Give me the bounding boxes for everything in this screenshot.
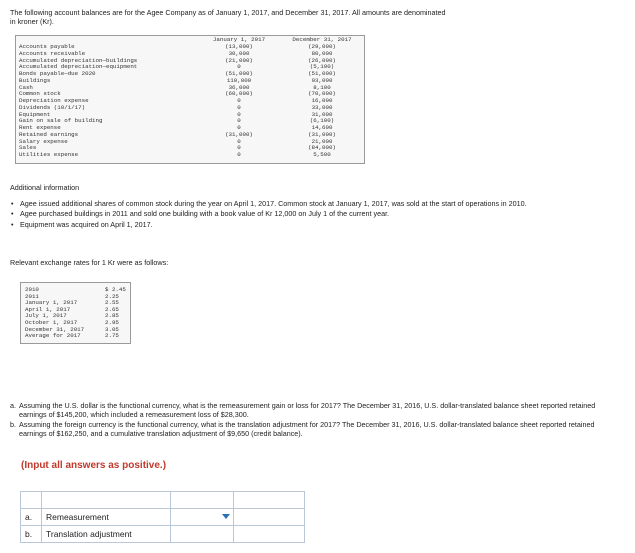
rate-value: 2.85 [105, 312, 119, 320]
question-a-text: Assuming the U.S. dollar is the functional currency, what is the remeasurement gain or loss for 2017? The December 31, 2016, U.S. dollar-translated balance sheet reported retained earnings of $145,200, which included a remeasurement loss of $28,300. [19, 401, 596, 420]
jan-balance: 0 [237, 63, 241, 71]
translation-amount-input[interactable] [234, 526, 305, 543]
question-b-label: b. [10, 419, 16, 429]
table-row [21, 509, 305, 526]
dec-balance: (26,000) [308, 56, 336, 64]
rate-date: October 1, 2017 [25, 318, 78, 326]
jan-balance: 0 [237, 137, 241, 145]
gain-loss-dropdown[interactable] [171, 509, 234, 526]
dec-balance: 31,000 [311, 110, 333, 118]
jan-balance: 0 [237, 110, 241, 118]
input-instruction: (Input all answers as positive.) [21, 460, 167, 471]
account-name: Cash [19, 83, 33, 91]
rate-value: 2.55 [105, 299, 119, 307]
dec-balance: (29,000) [308, 43, 336, 50]
row-label: a. [21, 509, 42, 526]
dec-balance: (6,100) [309, 117, 335, 125]
table-row [21, 526, 305, 543]
dec-balance: (5,100) [309, 63, 335, 71]
account-name: Equipment [19, 110, 51, 118]
jan-balance: 110,000 [226, 76, 252, 84]
dec-balance: (31,000) [308, 130, 336, 138]
account-names-column [19, 44, 199, 159]
account-name: Common stock [19, 90, 61, 98]
account-name: Accumulated depreciation—buildings [19, 56, 138, 64]
account-name: Utilities expense [19, 151, 79, 158]
jan-balance: 0 [237, 103, 241, 111]
rate-value: $ 2.45 [105, 286, 126, 293]
jan-balance: (60,000) [225, 90, 253, 98]
dec-balance: 21,000 [311, 137, 333, 145]
dec-balance: 93,000 [311, 76, 333, 84]
row-label: b. [21, 526, 42, 543]
account-name: Rent expense [19, 124, 61, 131]
chevron-down-icon [222, 514, 230, 519]
account-name: Salary expense [19, 137, 68, 145]
account-balances-table [15, 35, 365, 164]
intro-line-2: in kroner (Kr). [10, 17, 54, 26]
jan-balance: 30,000 [228, 49, 250, 57]
row-name: Translation adjustment [42, 526, 171, 543]
dec-balance: (70,000) [308, 90, 336, 98]
intro-line-1: The following account balances are for the Agee Company as of January 1, 2017, and December 31, 2017. All amounts are denominated [10, 8, 446, 17]
dec-balance: (84,000) [308, 144, 336, 152]
exchange-rates-table [20, 282, 131, 344]
dec-balance: 80,000 [311, 49, 333, 57]
jan-balance: 0 [237, 144, 241, 152]
account-name: Accounts receivable [19, 49, 86, 57]
dec-balance: 33,000 [311, 103, 333, 111]
dec-balance: 5,500 [313, 151, 331, 158]
jan-2017-column [204, 37, 274, 159]
account-name: Depreciation expense [19, 97, 89, 104]
jan-balance: 0 [237, 151, 241, 158]
additional-info-list [10, 199, 610, 230]
rate-date: 2011 [25, 292, 39, 300]
jan-balance: 0 [237, 97, 241, 104]
jan-balance: (21,000) [225, 56, 253, 64]
jan-balance: (13,000) [225, 43, 253, 50]
jan-balance: 0 [237, 117, 241, 125]
row-name: Remeasurement [42, 509, 171, 526]
account-name: Buildings [19, 76, 51, 84]
rate-value: 2.95 [105, 318, 119, 326]
account-name: Gain on sale of building [19, 117, 103, 125]
rate-date: January 1, 2017 [25, 299, 78, 307]
account-name: Retained earnings [19, 130, 79, 138]
question-a-label: a. [10, 401, 16, 410]
rate-values-column [105, 287, 127, 340]
jan-balance: (31,000) [225, 130, 253, 138]
questions [10, 401, 610, 439]
rate-value: 2.65 [105, 305, 119, 313]
dec-balance: 14,600 [311, 124, 333, 131]
question-a [10, 401, 610, 420]
account-name: Bonds payable—due 2020 [19, 70, 96, 77]
dec-balance: 16,000 [311, 97, 333, 104]
account-name: Accumulated depreciation—equipment [19, 63, 138, 71]
rate-date: April 1, 2017 [25, 305, 71, 313]
answer-table [20, 491, 305, 543]
question-b-text: Assuming the foreign currency is the functional currency, what is the translation adjustment for 2017? The December 31, 2016, U.S. dollar-translated balance sheet reported retained earnings of $162,250, and a cumulative translation adjustment of $9,650 (credit balance). [19, 419, 595, 439]
jan-balance: 0 [237, 124, 241, 131]
list-item: • Equipment was acquired on April 1, 2017. [10, 220, 610, 229]
exchange-rates-title: Relevant exchange rates for 1 Kr were as follows: [10, 258, 169, 267]
account-name: Accounts payable [19, 43, 75, 50]
rate-value: 2.25 [105, 292, 119, 300]
dec-column-header: December 31, 2017 [292, 36, 352, 43]
dec-balance: (51,000) [308, 70, 336, 77]
list-item: • Agee issued additional shares of common stock during the year on April 1, 2017. Common stock at January 1, 2017, was sold at the start of operations in 2010. [10, 199, 610, 208]
account-name: Dividends (10/1/17) [19, 103, 86, 111]
account-name: Sales [19, 144, 37, 152]
rate-date: Average for 2017 [25, 332, 81, 340]
rate-value: 2.75 [105, 332, 119, 340]
list-item: • Agee purchased buildings in 2011 and sold one building with a book value of Kr 12,000 on July 1 of the current year. [10, 209, 610, 218]
dec-2017-column [280, 37, 364, 159]
rate-date: December 31, 2017 [25, 325, 85, 333]
dec-balance: 8,100 [313, 83, 331, 91]
rate-dates-column [25, 287, 105, 340]
question-b [10, 420, 610, 439]
rate-date: July 1, 2017 [25, 312, 67, 320]
jan-balance: (51,000) [225, 70, 253, 77]
additional-info-title: Additional information [10, 183, 80, 192]
answer-header-row [21, 492, 305, 509]
jan-balance: 36,000 [228, 83, 250, 91]
rate-value: 3.05 [105, 325, 119, 333]
rate-date: 2010 [25, 286, 39, 293]
remeasurement-amount-input[interactable] [234, 509, 305, 526]
jan-column-header: January 1, 2017 [212, 36, 266, 43]
translation-blank-cell [171, 526, 234, 543]
